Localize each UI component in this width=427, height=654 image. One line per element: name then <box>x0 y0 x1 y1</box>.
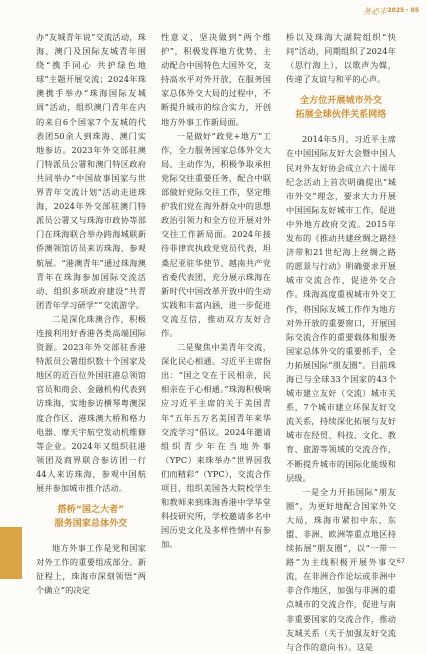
paragraph: 地方外事工作是党和国家对外工作的重要组成部分。新征程上，珠海市深刻领悟“两个确立”的决定 <box>36 543 146 596</box>
paragraph: 一是做好“政党+地方”工作，全力服务国家总体外交大局。主动作为，积极争取承担党际交往重要任务，配合中联部做好党际交往工作，坚定维护我们党在海外群众中的思想政治引领力和全方位开展对外交往工作新局面。2024年接待菲律宾执政党党员代表，坦桑尼亚驻华使节、越南共产党省委代表团，充分展示珠海在新时代中国改革开放中的生动实践和丰富内涵，进一步促进交流互信，推动双方友好合作。 <box>161 130 271 338</box>
section-heading <box>36 503 146 531</box>
section-heading-line: 服务国家总体外交 <box>54 519 128 530</box>
section-heading-line: 搭桥“国之大者” <box>57 505 125 516</box>
paragraph: 性意义，坚决做到“两个维护”，积极发挥地方优势、主动配合中国特色大国外交，支持高水平对外开放，在服务国家总体外交大局的过程中，不断提升城市的综合实力，开创地方外事工作新局面。 <box>161 32 271 127</box>
paragraph: 一是全力开拓国际“朋友圈”，为更好地配合国家外交大局，珠海市紧扣中东、东盟、非洲、欧洲等重点地区持续拓展“朋友圈”，以“一带一路”为主线积极开展外事交流，在非洲合作论坛或非洲中非合作地区，加强与非洲的重点城市的交流合作，促进与南非重要国家的交流合作，推动友城关系（关于加强友好交流与合作的意向书）。这是 <box>286 486 396 652</box>
paragraph: 2014年5月，习近平主席在中国国际友好大会暨中国人民对外友好协会成立六十周年纪念活动上首次明确提出“城市外交”理念，要求大力开展中国国际友好城市工作，促进中外地方政府交流。2015年发布的《推动共建丝绸之路经济带和21世纪海上丝绸之路的愿景与行动》明确要求开展城市交流合作、促进外交合作。珠海高度重视城市外交工作，将国际友城工作作为地方对外开放的重要窗口，开展国际交流合作的重要载体和服务国家总体外交的重要抓手，全力拓展国际“朋友圈”。目前珠海已与全球33个国家的43个城市建立友好（交流）城市关系，7个城市建立环保友好交流关系，持续深化拓展与友好城市在经贸、科技、文化、教育、旅游等领域的交流合作，不断提升城市的国际化能级和层级。 <box>286 134 396 483</box>
paragraph: 办“友城青年说”交流活动，珠海、澳门及国际友城青年围绕“携手同心 共护绿色地球”主题开展交流；2024年珠澳携手举办“珠海国际友城周”活动，组织澳门青年在内的来自6个国家7个友城的代表团50余人到珠海、澳门实地参访。2023年外交部驻澳门特派员公署和澳门特区政府共同举办“中国故事国家与世界青年交流计划”活动走进珠海，2024年外交部驻澳门特派员公署又与珠海市政协等部门在珠海联合举办跨海城联新侨澳领馆访员来访珠海、参观航展。“港澳青年”通过珠海澳青年在珠海参加国际交流活动、组织多项政府建设“共青团青年学习研学””交流游学。 <box>36 32 146 310</box>
section-heading-line: 全方位开展城市外交 <box>300 96 382 107</box>
column-left <box>36 30 146 597</box>
magazine-logo: 务必丰 <box>363 7 387 16</box>
section-heading <box>286 94 396 122</box>
page-header <box>0 0 427 24</box>
column-middle <box>161 30 271 551</box>
paragraph: 桥以及珠海大湖院组织“快问”活动，同期组织了2024年（思行海上），以歌声为媒，传递了友谊与和平的心声。 <box>286 32 396 85</box>
paragraph: 二是深化珠澳合作，积极连接利用好香港各类高端国际资源。2023年外交部驻香港特派员公署组织数十个国家及地区的近百位外国驻港总领馆官员和商会、金融机构代表到访珠海，实地参访横琴粤澳深度合作区、港珠澳大桥和格力电器、摩天宇航空发动机维修等企业。2024年又组织驻港领团及商界联合参访团一行44人来访珠海，参观中国航展并参加城市推介活动。 <box>36 313 146 493</box>
page-number: 67 <box>396 557 405 565</box>
issue-number: 2025 · 05 <box>387 7 419 14</box>
column-right <box>286 30 396 654</box>
paragraph: 二是聚焦中美青年交流，深化民心相通。习近平主席指出：“国之交在于民相亲，民相亲在于心相通。”珠海积极响应习近平主席的关于美国青年“五年五万名美国青年来华交流学习”倡议。2024年邀请组织青少年在当地外事（YPC）来珠举办“世界因我们而精彩”（YPC），交流合作项目，组织美国各大院校学生和教师来到珠海香港中学华堂科技研究所，学校邀请多名中国历史文化及多样性情中有参加。 <box>161 342 271 550</box>
corner-decoration <box>0 527 22 579</box>
section-heading-line: 拓展全球伙伴关系网络 <box>295 110 387 121</box>
